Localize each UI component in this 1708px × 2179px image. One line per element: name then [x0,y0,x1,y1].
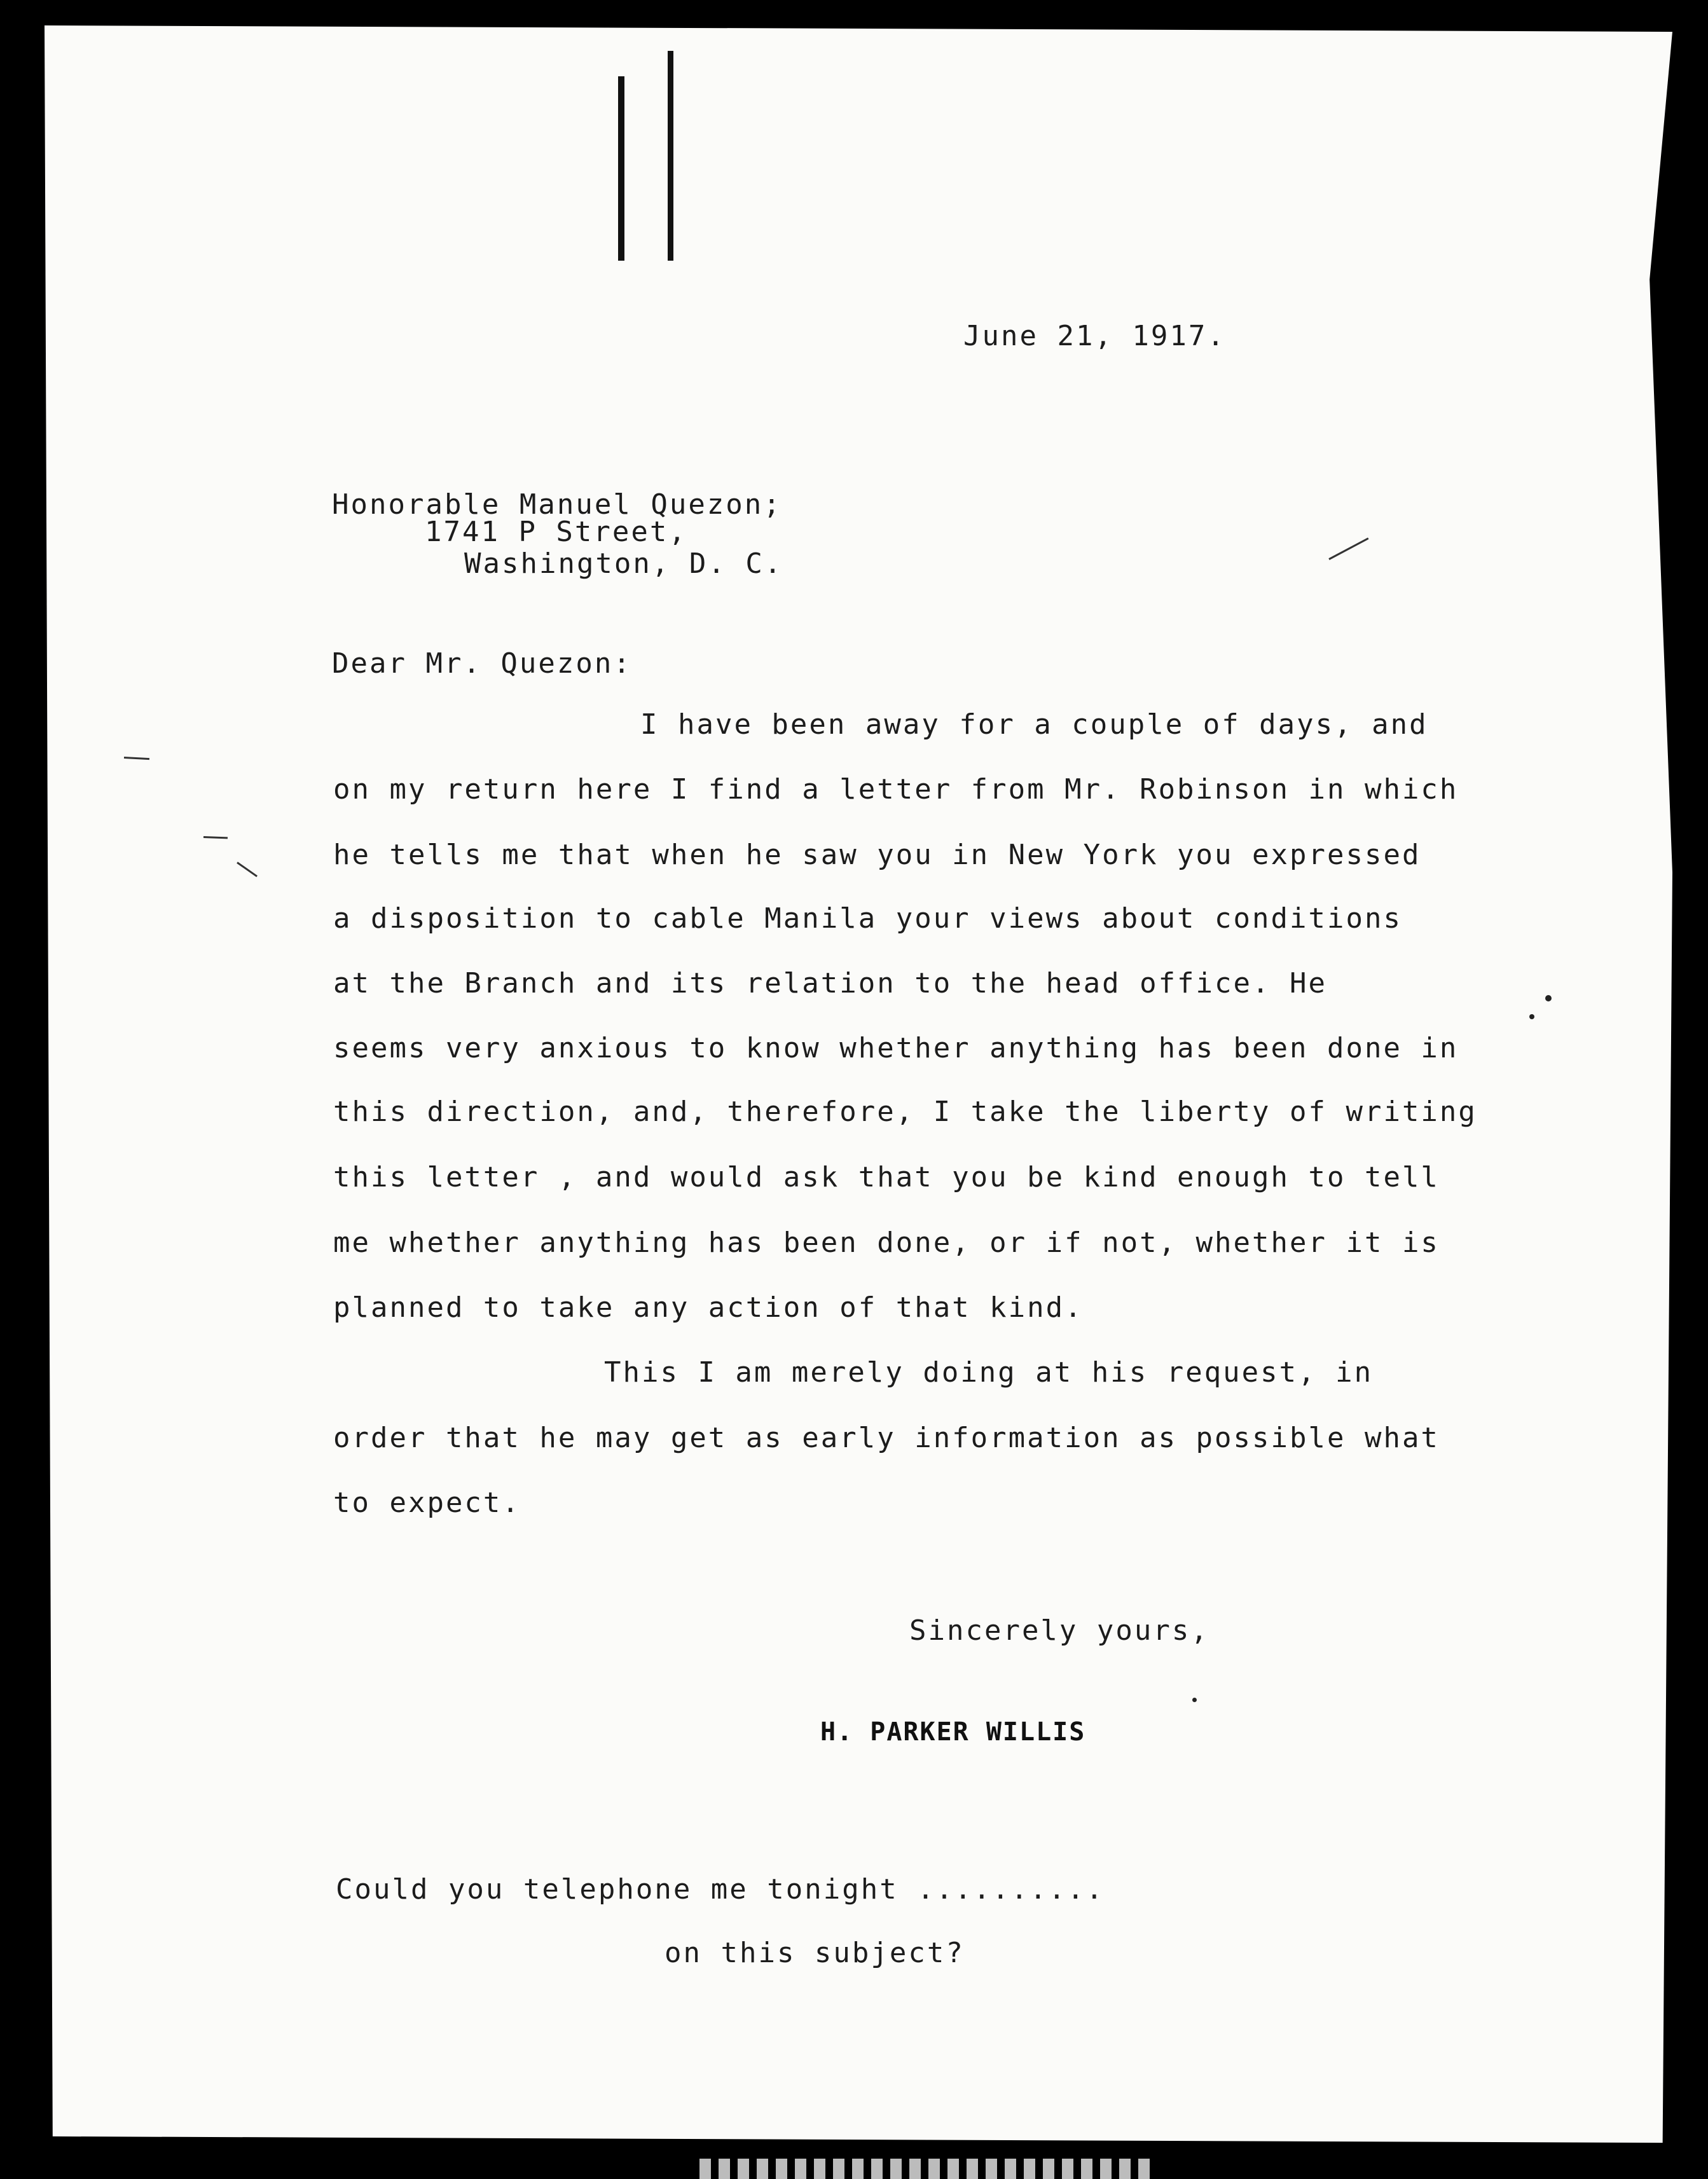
letter-date: June 21, 1917. [963,320,1226,352]
recipient-street: 1741 P Street, [425,516,687,548]
filing-mark-left [618,76,624,261]
scan-edge-strip [699,2159,1157,2179]
recipient-city: Washington, D. C. [464,547,783,580]
signature-block: H. PARKER WILLIS [820,1717,1086,1747]
body-line: on my return here I find a letter from Mr. Robinson in which [333,773,1459,806]
body-line: I have been away for a couple of days, and [640,708,1428,741]
filing-mark-right [668,51,673,261]
postscript-line: Could you telephone me tonight .......... [336,1873,1105,1906]
speck [1529,1014,1534,1019]
body-line: This I am merely doing at his request, in [604,1356,1374,1389]
body-line: at the Branch and its relation to the head office. He [333,967,1327,1000]
body-line: a disposition to cable Manila your views about conditions [333,902,1402,935]
complimentary-close: Sincerely yours, [909,1614,1209,1647]
body-line: he tells me that when he saw you in New York you expressed [333,839,1421,871]
recipient-name: Honorable Manuel Quezon; [332,488,782,521]
letter-page [45,25,1672,2143]
speck [1545,995,1552,1001]
body-line: to expect. [333,1487,521,1519]
body-line: me whether anything has been done, or if not, whether it is [333,1227,1440,1259]
body-line: order that he may get as early information as possible what [333,1422,1440,1454]
body-line: planned to take any action of that kind. [333,1291,1084,1324]
salutation: Dear Mr. Quezon: [332,647,632,680]
body-line: this direction, and, therefore, I take the liberty of writing [333,1096,1477,1128]
body-line: this letter , and would ask that you be kind enough to tell [333,1161,1440,1193]
speck [1192,1698,1197,1702]
postscript-line: on this subject? [665,1937,965,1969]
body-line: seems very anxious to know whether anything has been done in [333,1032,1459,1064]
